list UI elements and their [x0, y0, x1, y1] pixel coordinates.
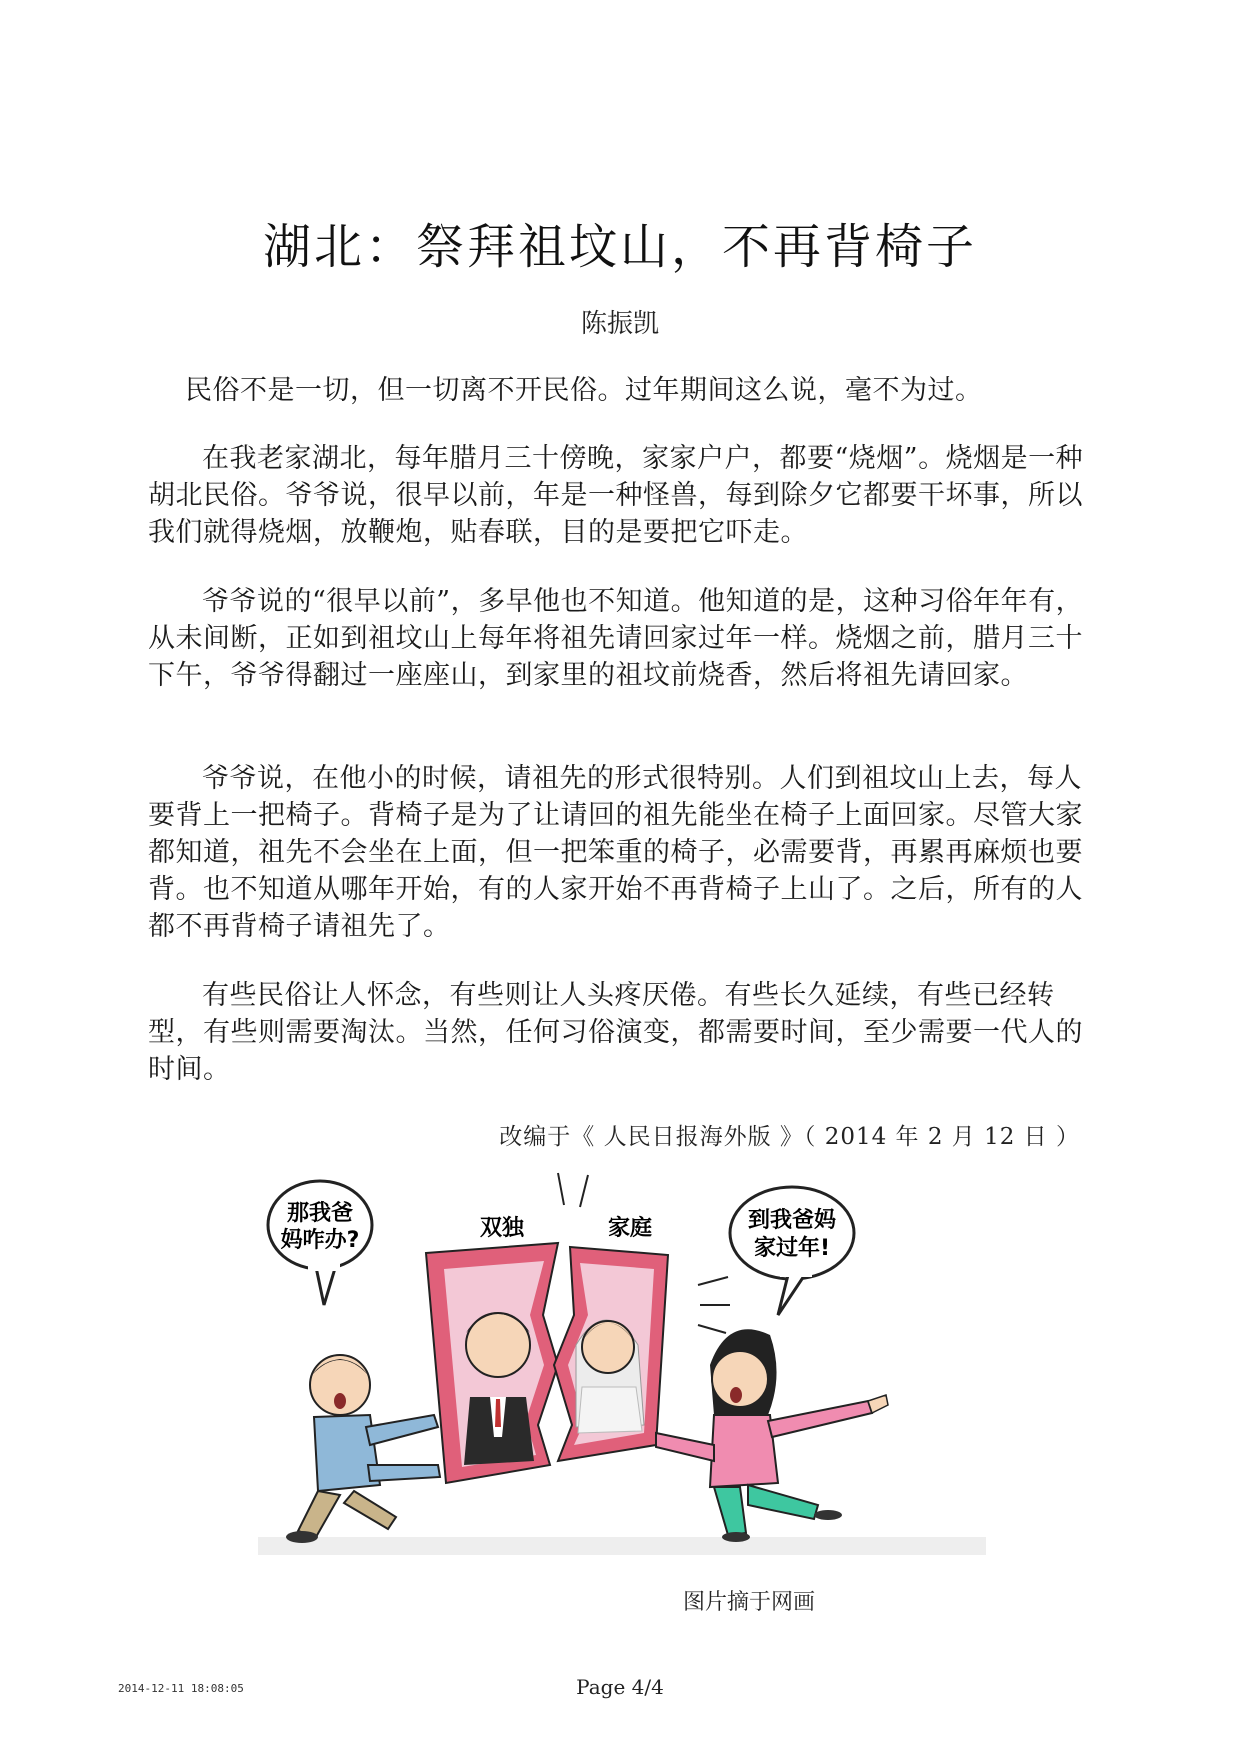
- label-jiating: 家庭: [608, 1216, 653, 1241]
- image-caption: 图片摘于网画: [683, 1590, 816, 1615]
- bubble-left-line-1: 那我爸: [286, 1201, 354, 1226]
- cartoon-illustration: [258, 1165, 986, 1555]
- bubble-left-line-2: 妈咋办?: [280, 1228, 360, 1253]
- footer-timestamp: 2014-12-11 18:08:05: [118, 1682, 244, 1695]
- paragraph-2: 在我老家湖北，每年腊月三十傍晚，家家户户，都要“烧烟”。烧烟是一种胡北民俗。爷爷说，很早以前，年是一种怪兽，每到除夕它都要干坏事，所以我们就得烧烟，放鞭炮，贴春联，目的是要把它吓走。: [148, 443, 1084, 548]
- photo-frame-right: [554, 1247, 668, 1461]
- article-author: 陈振凯: [580, 309, 659, 339]
- speech-bubble-left: [268, 1181, 372, 1305]
- article-title: 湖北：祭拜祖坟山，不再背椅子: [262, 219, 977, 275]
- speech-bubble-right: [730, 1187, 854, 1315]
- man-figure: [286, 1355, 440, 1543]
- photo-frame-left: [426, 1243, 558, 1483]
- footer-page-number: Page 4/4: [576, 1675, 664, 1699]
- paragraph-1: 民俗不是一切，但一切离不开民俗。过年期间这么说，毫不为过。: [185, 375, 983, 406]
- paragraph-3: 爷爷说的“很早以前”，多早他也不知道。他知道的是，这种习俗年年有，从未间断，正如到祖坟山上每年将祖先请回家过年一样。烧烟之前，腊月三十下午，爷爷得翻过一座座山，到家里的祖坟前烧香，然后将祖先请回家。: [148, 586, 1084, 691]
- woman-figure: [656, 1329, 888, 1542]
- label-shuangdu: 双独: [480, 1216, 525, 1241]
- bride-face: [582, 1321, 634, 1373]
- source-citation: 改编于《 人民日报海外版 》（ 2014 年 2 月 12 日 ）: [499, 1124, 1080, 1150]
- bubble-right-line-2: 家过年!: [753, 1236, 831, 1261]
- paragraph-4: 爷爷说，在他小的时候，请祖先的形式很特别。人们到祖坟山上去，每人要背上一把椅子。背椅子是为了让请回的祖先能坐在椅子上面回家。尽管大家都知道，祖先不会坐在上面，但一把笨重的椅子，必需要背，再累再麻烦也要背。也不知道从哪年开始，有的人家开始不再背椅子上山了。之后，所有的人都不再背椅子请祖先了。: [148, 763, 1083, 942]
- ground: [258, 1537, 986, 1555]
- bubble-right-line-1: 到我爸妈: [747, 1208, 837, 1233]
- paragraph-5: 有些民俗让人怀念，有些则让人头疼厌倦。有些长久延续，有些已经转型，有些则需要淘汰。当然，任何习俗演变，都需要时间，至少需要一代人的时间。: [148, 980, 1083, 1085]
